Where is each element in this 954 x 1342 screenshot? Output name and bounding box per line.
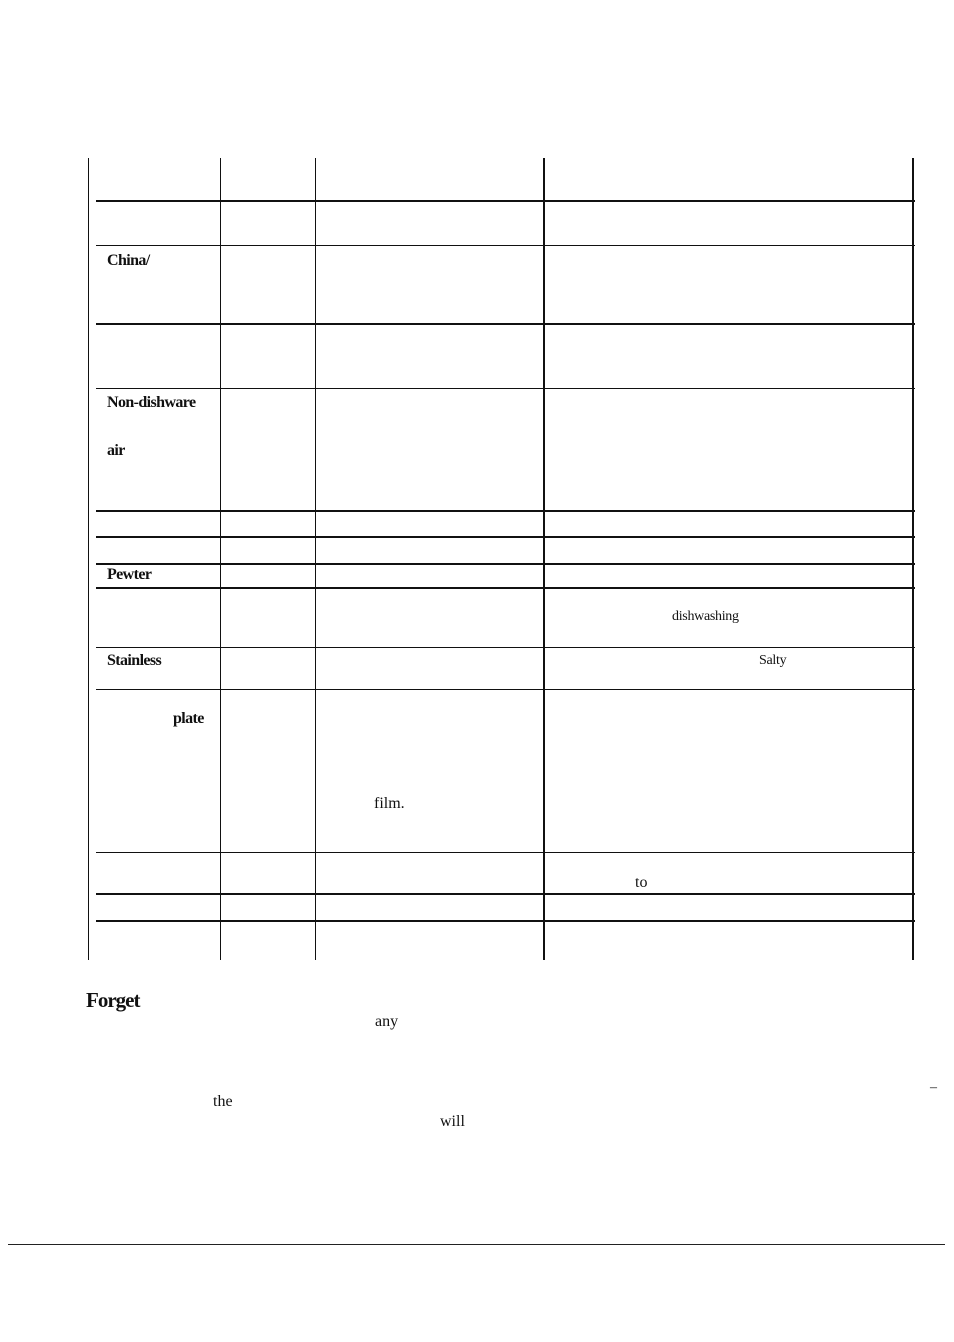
cell-text-film: film.: [374, 795, 405, 812]
care-table: [88, 158, 914, 960]
cell-text-salty: Salty: [759, 653, 787, 668]
row-separator: [96, 920, 915, 922]
row-separator: [96, 388, 915, 389]
cell-text-dishwashing: dishwashing: [672, 609, 739, 624]
row-separator: [96, 536, 915, 538]
row-label-non-dishware: Non-dishware: [107, 394, 196, 411]
row-separator: [96, 245, 915, 246]
footer-rule: [8, 1244, 945, 1245]
row-separator: [96, 587, 915, 589]
margin-mark: –: [930, 1080, 937, 1095]
row-label-china: China/: [107, 252, 150, 269]
section-heading: Forget: [86, 988, 140, 1012]
row-separator: [96, 647, 915, 648]
row-separator: [96, 510, 915, 512]
column-divider-3: [543, 158, 545, 960]
body-word-will: will: [440, 1113, 465, 1130]
table-left-border: [88, 158, 89, 960]
column-divider-2: [315, 158, 316, 960]
row-label-plate: plate: [173, 710, 204, 727]
row-label-pewter: Pewter: [107, 566, 152, 583]
cell-text-to: to: [635, 874, 648, 891]
row-separator: [96, 563, 915, 565]
row-separator: [96, 323, 915, 325]
row-label-air: air: [107, 442, 125, 459]
row-separator: [96, 200, 915, 202]
table-right-border: [912, 158, 914, 960]
body-word-any: any: [375, 1013, 399, 1030]
row-separator: [96, 893, 915, 895]
row-separator: [96, 852, 915, 853]
column-divider-1: [220, 158, 221, 960]
row-separator: [96, 689, 915, 690]
body-word-the: the: [213, 1093, 233, 1110]
row-label-stainless: Stainless: [107, 652, 162, 669]
